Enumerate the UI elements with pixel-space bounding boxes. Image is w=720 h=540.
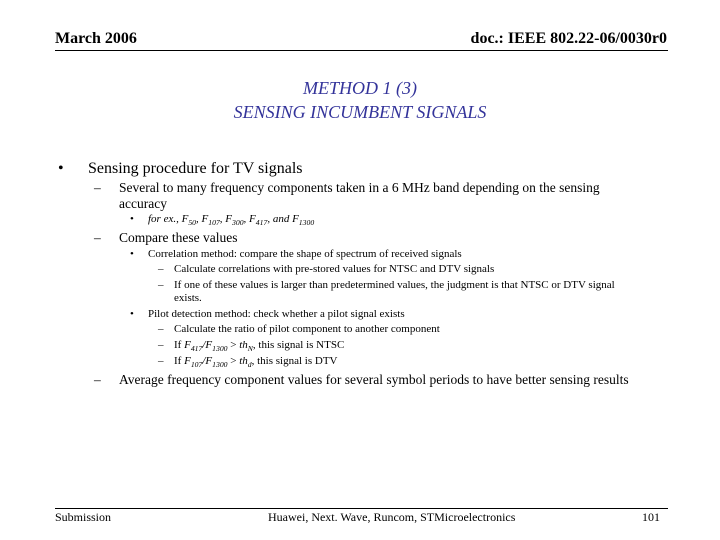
footer-authors: Huawei, Next. Wave, Runcom, STMicroelectronics bbox=[268, 510, 516, 524]
header-rule bbox=[55, 50, 668, 51]
dash: – bbox=[158, 355, 164, 367]
ntsc-rule: If $F_{417}/F_{1300} > th_N$, this signal is NTSC bbox=[174, 339, 345, 354]
dash: – bbox=[158, 323, 164, 335]
level3-text: Pilot detection method: check whether a pilot signal exists bbox=[148, 308, 405, 320]
level4-text-cont: exists. bbox=[174, 292, 202, 304]
footer-rule bbox=[55, 508, 668, 509]
footer-submission: Submission bbox=[55, 510, 112, 524]
sub-bullet-text-cont: accuracy bbox=[119, 196, 167, 211]
dash: – bbox=[158, 279, 164, 291]
level3-text: Correlation method: compare the shape of spectrum of received signals bbox=[148, 248, 462, 260]
title-line1: METHOD 1 (3) bbox=[303, 78, 417, 98]
page-number: 101 bbox=[642, 510, 660, 524]
header-doc: doc.: IEEE 802.22-06/0030r0 bbox=[470, 30, 667, 47]
dash: – bbox=[94, 180, 101, 195]
bullet-text: Sensing procedure for TV signals bbox=[88, 160, 303, 177]
dtv-rule: If $F_{107}/F_{1300} > th_d$, this signal is DTV bbox=[174, 355, 338, 370]
dash: – bbox=[158, 339, 164, 351]
bullet: • bbox=[58, 160, 64, 177]
bullet: • bbox=[130, 213, 134, 225]
level4-text: Calculate correlations with pre-stored values for NTSC and DTV signals bbox=[174, 263, 495, 275]
dash: – bbox=[94, 372, 101, 387]
sub-bullet-text: Compare these values bbox=[119, 230, 238, 245]
level4-text: If one of these values is larger than predetermined values, the judgment is that NTSC or DTV signal bbox=[174, 279, 615, 291]
slide-title bbox=[0, 76, 720, 124]
sub-bullet-text: Average frequency component values for several symbol periods to have better sensing results bbox=[119, 372, 629, 387]
bullet: • bbox=[130, 248, 134, 260]
dash: – bbox=[158, 263, 164, 275]
dash: – bbox=[94, 230, 101, 245]
title-line2: SENSING INCUMBENT SIGNALS bbox=[233, 102, 487, 122]
freq-list: for ex., $F_{50}$, $F_{107}$, $F_{300}$, $F_{417}$, and $F_{1300}$ bbox=[148, 213, 315, 228]
level4-text: Calculate the ratio of pilot component to another component bbox=[174, 323, 440, 335]
header-date: March 2006 bbox=[55, 30, 137, 47]
sub-bullet-text: Several to many frequency components taken in a 6 MHz band depending on the sensing bbox=[119, 180, 600, 195]
bullet: • bbox=[130, 308, 134, 320]
